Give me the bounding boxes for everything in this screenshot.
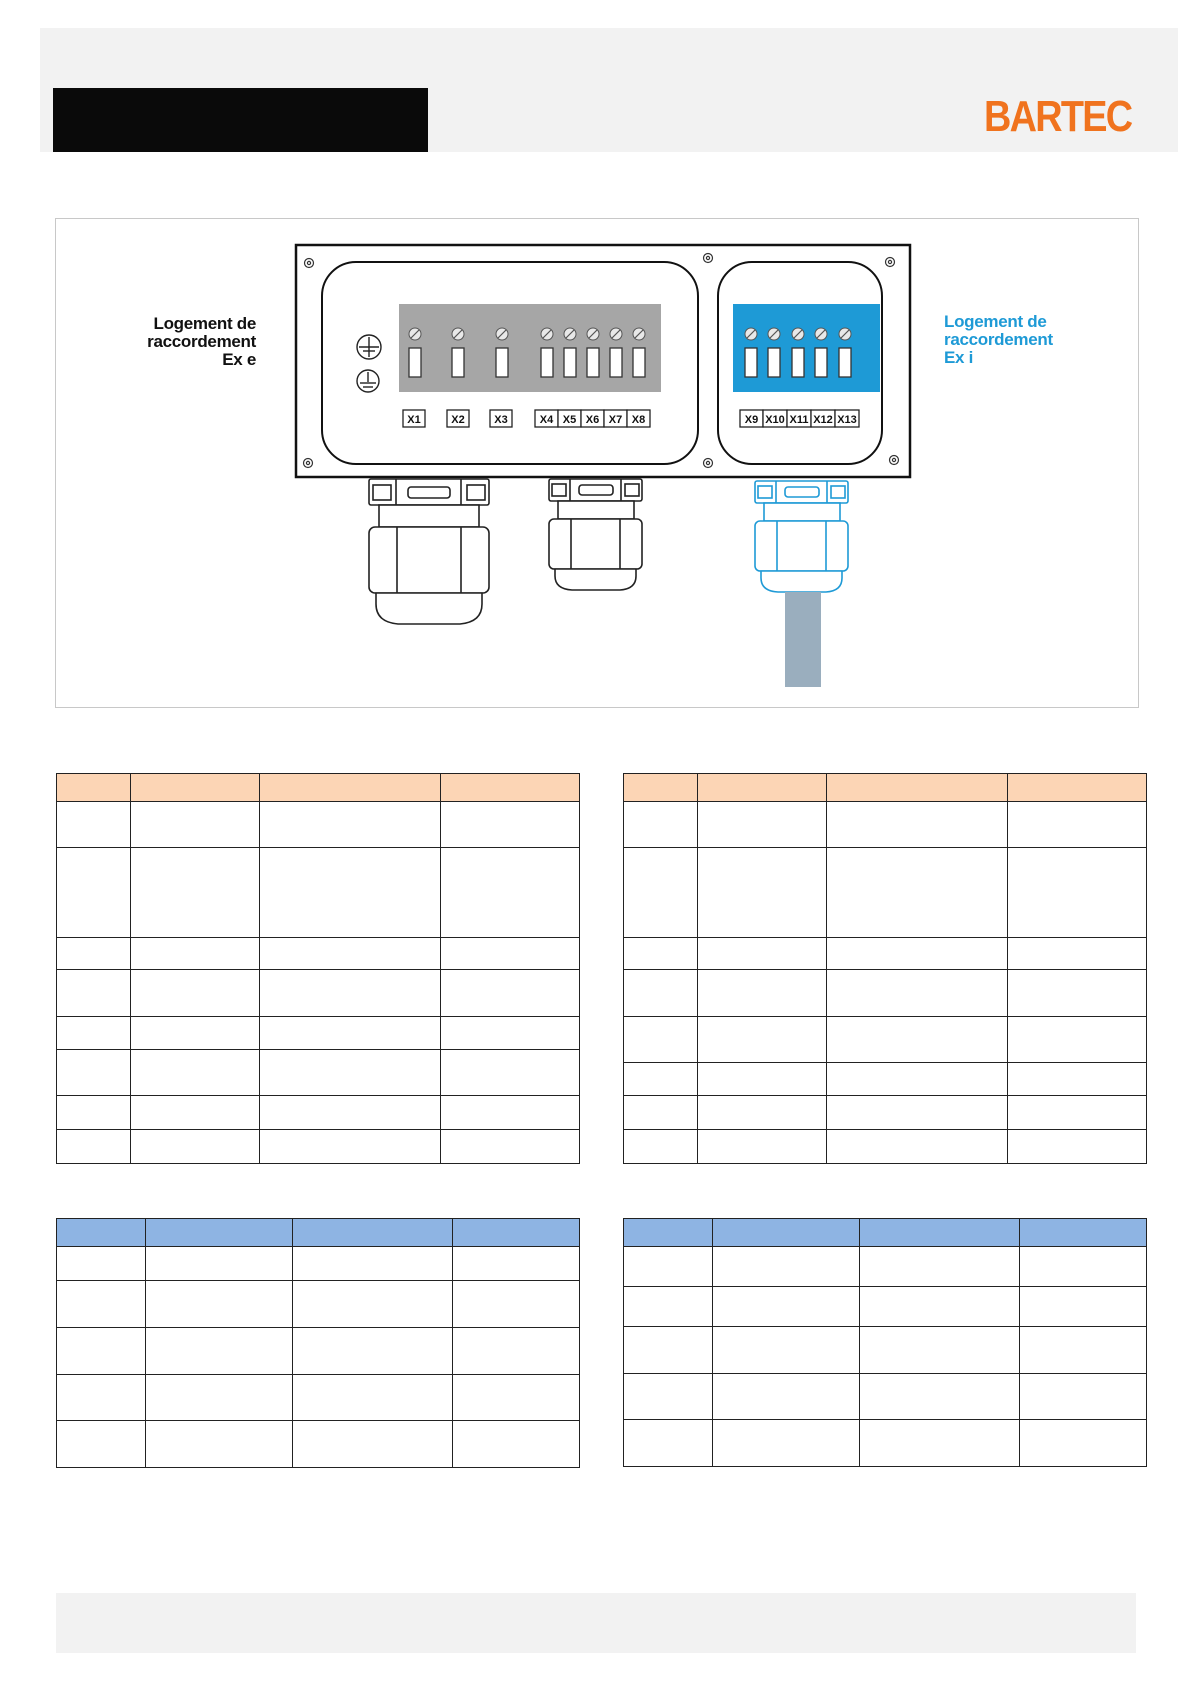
svg-text:X4: X4 [539,414,554,426]
exe-label-line-1: Logement de [153,314,256,333]
table-row [624,1420,1147,1467]
svg-text:X1: X1 [407,414,421,426]
table-row [57,1050,580,1096]
svg-text:X7: X7 [608,414,623,426]
exe-label-line-2: raccordement [147,332,256,351]
exe-terminal-x4 [541,328,553,377]
bartec-logo: BARTEC [984,92,1132,141]
svg-text:X12: X12 [813,414,833,426]
table-row [624,1063,1147,1096]
svg-text:X8: X8 [631,414,646,426]
exe-terminal-x2 [452,328,464,377]
exi-label-line-2: raccordement [944,330,1053,349]
cable-gland-medium [549,479,642,590]
exi-tag-x11 [787,410,811,427]
table-row [57,1281,580,1328]
exi-tag-x12 [811,410,835,427]
table-row [624,1096,1147,1130]
table-row [57,1247,580,1281]
table-row [624,1327,1147,1374]
exe-terminal-x3 [496,328,508,377]
table-blue-left [56,1218,580,1468]
svg-text:X6: X6 [585,414,600,426]
table-orange-right [623,773,1147,1164]
exi-label-line-1: Logement de [944,312,1047,331]
exi-tag-x10 [763,410,787,427]
table-row [57,1017,580,1050]
table-row [57,1375,580,1421]
table-row [624,970,1147,1017]
table-header-row [624,1219,1147,1247]
exe-tag-x7 [604,410,627,427]
table-orange-left [56,773,580,1164]
exe-tag-x8 [627,410,650,427]
table-row [624,1287,1147,1327]
exe-tag-x3 [490,410,512,427]
svg-text:X13: X13 [837,414,857,426]
exe-terminal-x7 [610,328,622,377]
table-row [624,1017,1147,1063]
exi-compartment-label [944,313,1094,367]
svg-text:X10: X10 [765,414,785,426]
svg-text:X3: X3 [494,414,508,426]
table-row [624,848,1147,938]
protective-earth-icon [357,335,381,359]
exe-tag-x2 [447,410,469,427]
exi-tag-x9 [740,410,763,427]
exe-tag-x6 [581,410,604,427]
exi-cable [785,592,821,687]
table-blue-right [623,1218,1147,1467]
table-row [57,848,580,938]
exe-tag-x4 [535,410,558,427]
exi-tag-x13 [835,410,859,427]
table-row [624,1247,1147,1287]
table-row [57,1421,580,1468]
exi-terminal-tags [740,410,859,427]
ground-icon [357,370,379,392]
table-row [624,1130,1147,1164]
table-row [624,1374,1147,1420]
table-row [57,938,580,970]
cable-gland-large [369,479,489,624]
exi-terminal-x9 [745,328,757,377]
footer-band [56,1593,1136,1653]
exi-terminal-x12 [815,328,827,377]
exe-compartment-label [120,315,256,369]
exe-tag-x5 [558,410,581,427]
exe-tag-x1 [403,410,425,427]
svg-text:X2: X2 [451,414,465,426]
table-row [57,970,580,1017]
svg-text:X11: X11 [789,414,809,426]
exi-terminal-x11 [792,328,804,377]
exi-terminal-x10 [768,328,780,377]
table-row [57,802,580,848]
svg-text:X5: X5 [562,414,577,426]
exe-terminal-x6 [587,328,599,377]
table-row [624,802,1147,848]
table-row [57,1130,580,1164]
table-row [57,1096,580,1130]
svg-text:X9: X9 [744,414,759,426]
exe-terminal-x5 [564,328,576,377]
exi-terminal-x13 [839,328,851,377]
table-row [624,938,1147,970]
table-header-row [624,774,1147,802]
table-header-row [57,1219,580,1247]
table-row [57,1328,580,1375]
exe-terminal-x8 [633,328,645,377]
cable-gland-exi [755,481,848,592]
exi-label-line-3: Ex i [944,348,974,367]
table-header-row [57,774,580,802]
exe-terminal-x1 [409,328,421,377]
exe-label-line-3: Ex e [222,350,256,369]
